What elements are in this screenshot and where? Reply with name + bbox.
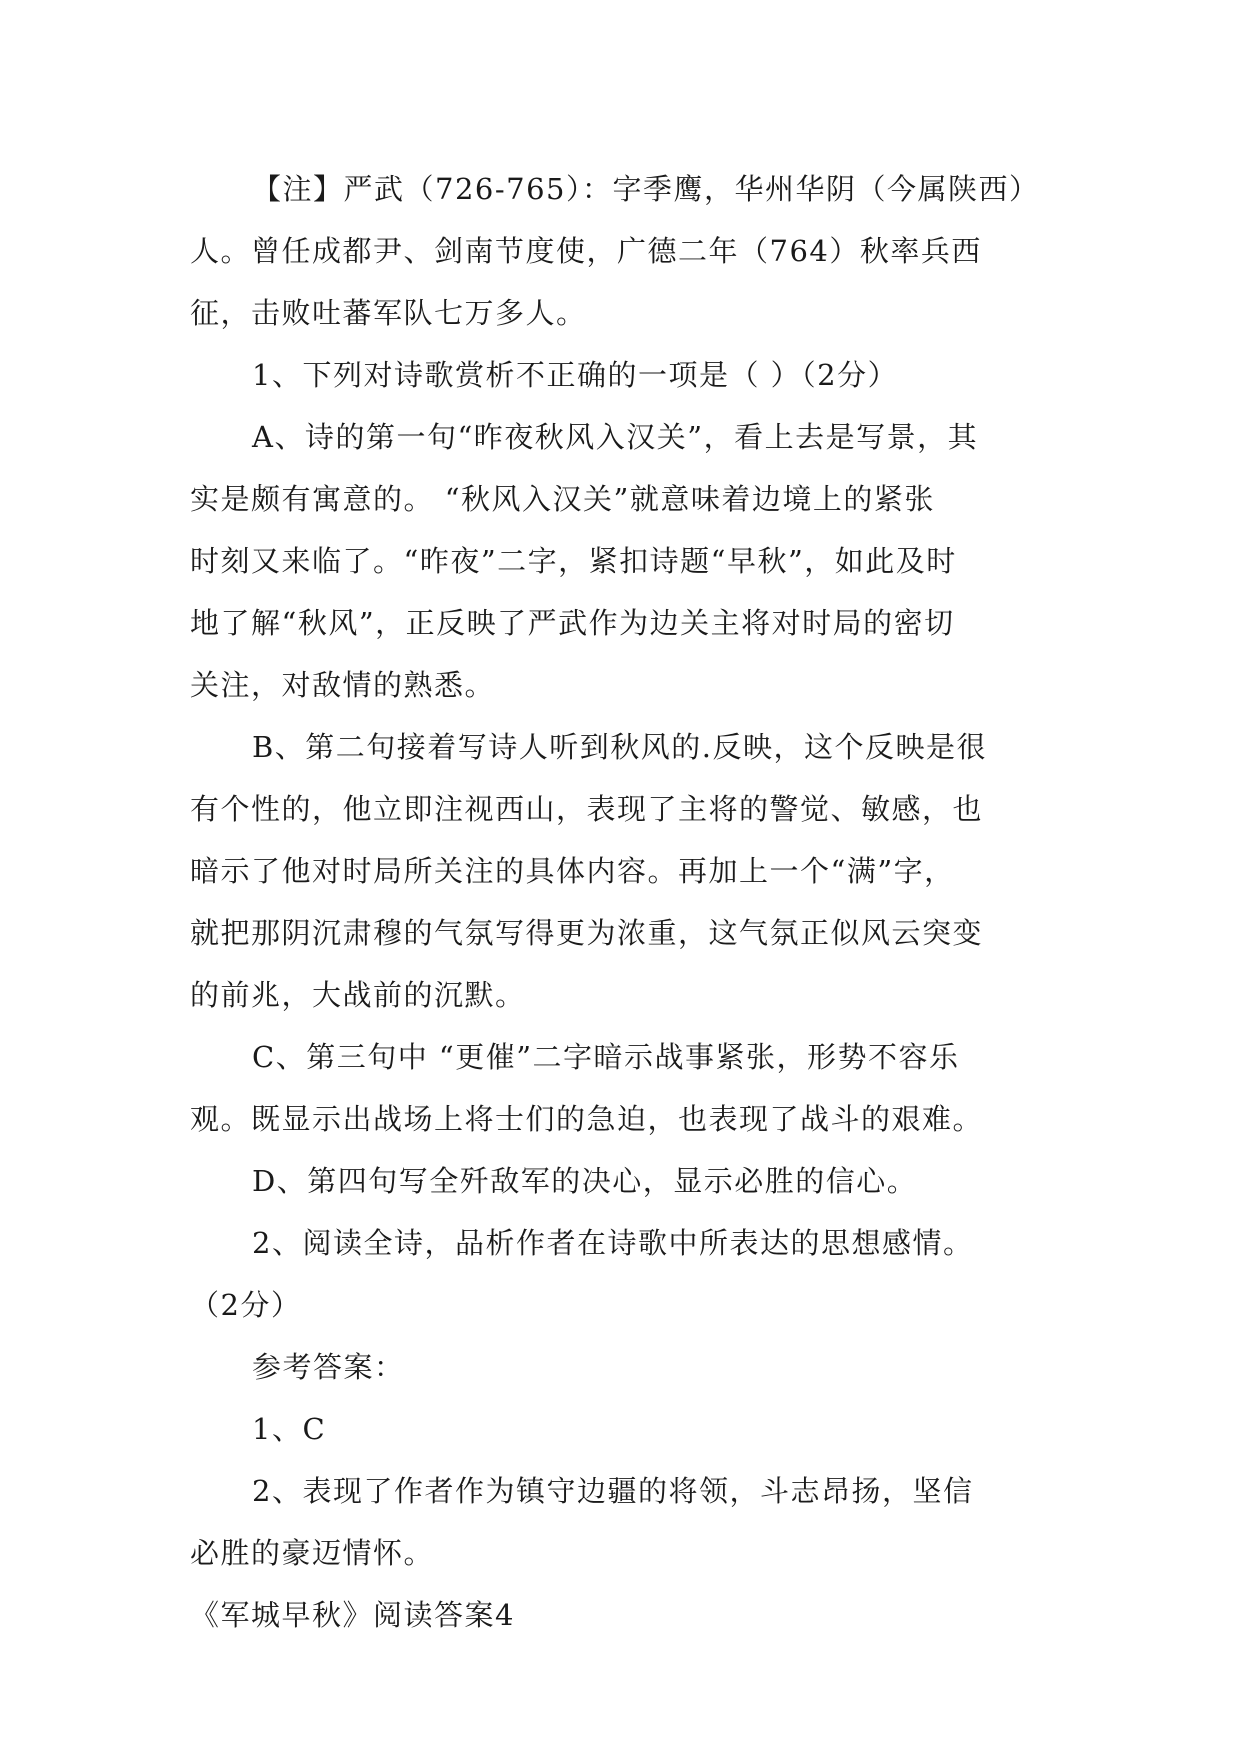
- option-a-line-5: 关注，对敌情的熟悉。: [190, 668, 496, 702]
- answer-2-line-1: 2、表现了作者作为镇守边疆的将领，斗志昂扬，坚信: [252, 1474, 974, 1508]
- note-line-3: 征，击败吐蕃军队七万多人。: [190, 296, 587, 330]
- option-b-line-1: B、第二句接着写诗人听到秋风的.反映，这个反映是很: [252, 730, 988, 764]
- option-c: [190, 1026, 1070, 1150]
- question-2-line-1: 2、阅读全诗，品析作者在诗歌中所表达的思想感情。: [252, 1226, 974, 1260]
- option-b-line-5: 的前兆，大战前的沉默。: [190, 978, 526, 1012]
- option-d: [190, 1150, 1070, 1212]
- note-line-2: 人。曾任成都尹、剑南节度使，广德二年（764）秋率兵西: [190, 234, 982, 268]
- option-a-line-2: 实是颇有寓意的。 “秋风入汉关”就意味着边境上的紧张: [190, 482, 935, 516]
- option-b-line-4: 就把那阴沉肃穆的气氛写得更为浓重，这气氛正似风云突变: [190, 916, 984, 950]
- note-line-1: 【注】严武（726-765）：字季鹰，华州华阴（今属陕西）: [252, 172, 1040, 206]
- option-a-line-4: 地了解“秋风”，正反映了严武作为边关主将对时局的密切: [190, 606, 955, 640]
- question-2-line-2: （2分）: [190, 1288, 302, 1322]
- question-1-stem: 1、下列对诗歌赏析不正确的一项是（ ）（2分）: [252, 358, 899, 392]
- option-c-line-2: 观。既显示出战场上将士们的急迫，也表现了战斗的艰难。: [190, 1102, 984, 1136]
- answer-section: [190, 1336, 1070, 1584]
- section-title: 《军城早秋》阅读答案4: [190, 1598, 515, 1632]
- option-b-line-2: 有个性的，他立即注视西山，表现了主将的警觉、敏感，也: [190, 792, 984, 826]
- option-b: [190, 716, 1070, 1026]
- option-a-line-3: 时刻又来临了。“昨夜”二字，紧扣诗题“早秋”，如此及时: [190, 544, 957, 578]
- document-body: [190, 158, 1070, 1646]
- option-b-line-3: 暗示了他对时局所关注的具体内容。再加上一个“满”字，: [190, 854, 955, 888]
- option-d-line-1: D、第四句写全歼敌军的决心，显示必胜的信心。: [252, 1164, 918, 1198]
- option-a-line-1: A、诗的第一句“昨夜秋风入汉关”，看上去是写景，其: [252, 420, 979, 454]
- option-a: [190, 406, 1070, 716]
- answer-heading: 参考答案：: [252, 1350, 405, 1384]
- note-paragraph: [190, 158, 1070, 344]
- option-c-line-1: C、第三句中 “更催”二字暗示战事紧张，形势不容乐: [252, 1040, 960, 1074]
- question-1: [190, 344, 1070, 1212]
- answer-2-line-2: 必胜的豪迈情怀。: [190, 1536, 435, 1570]
- question-2: [190, 1212, 1070, 1336]
- answer-1: 1、C: [252, 1412, 327, 1446]
